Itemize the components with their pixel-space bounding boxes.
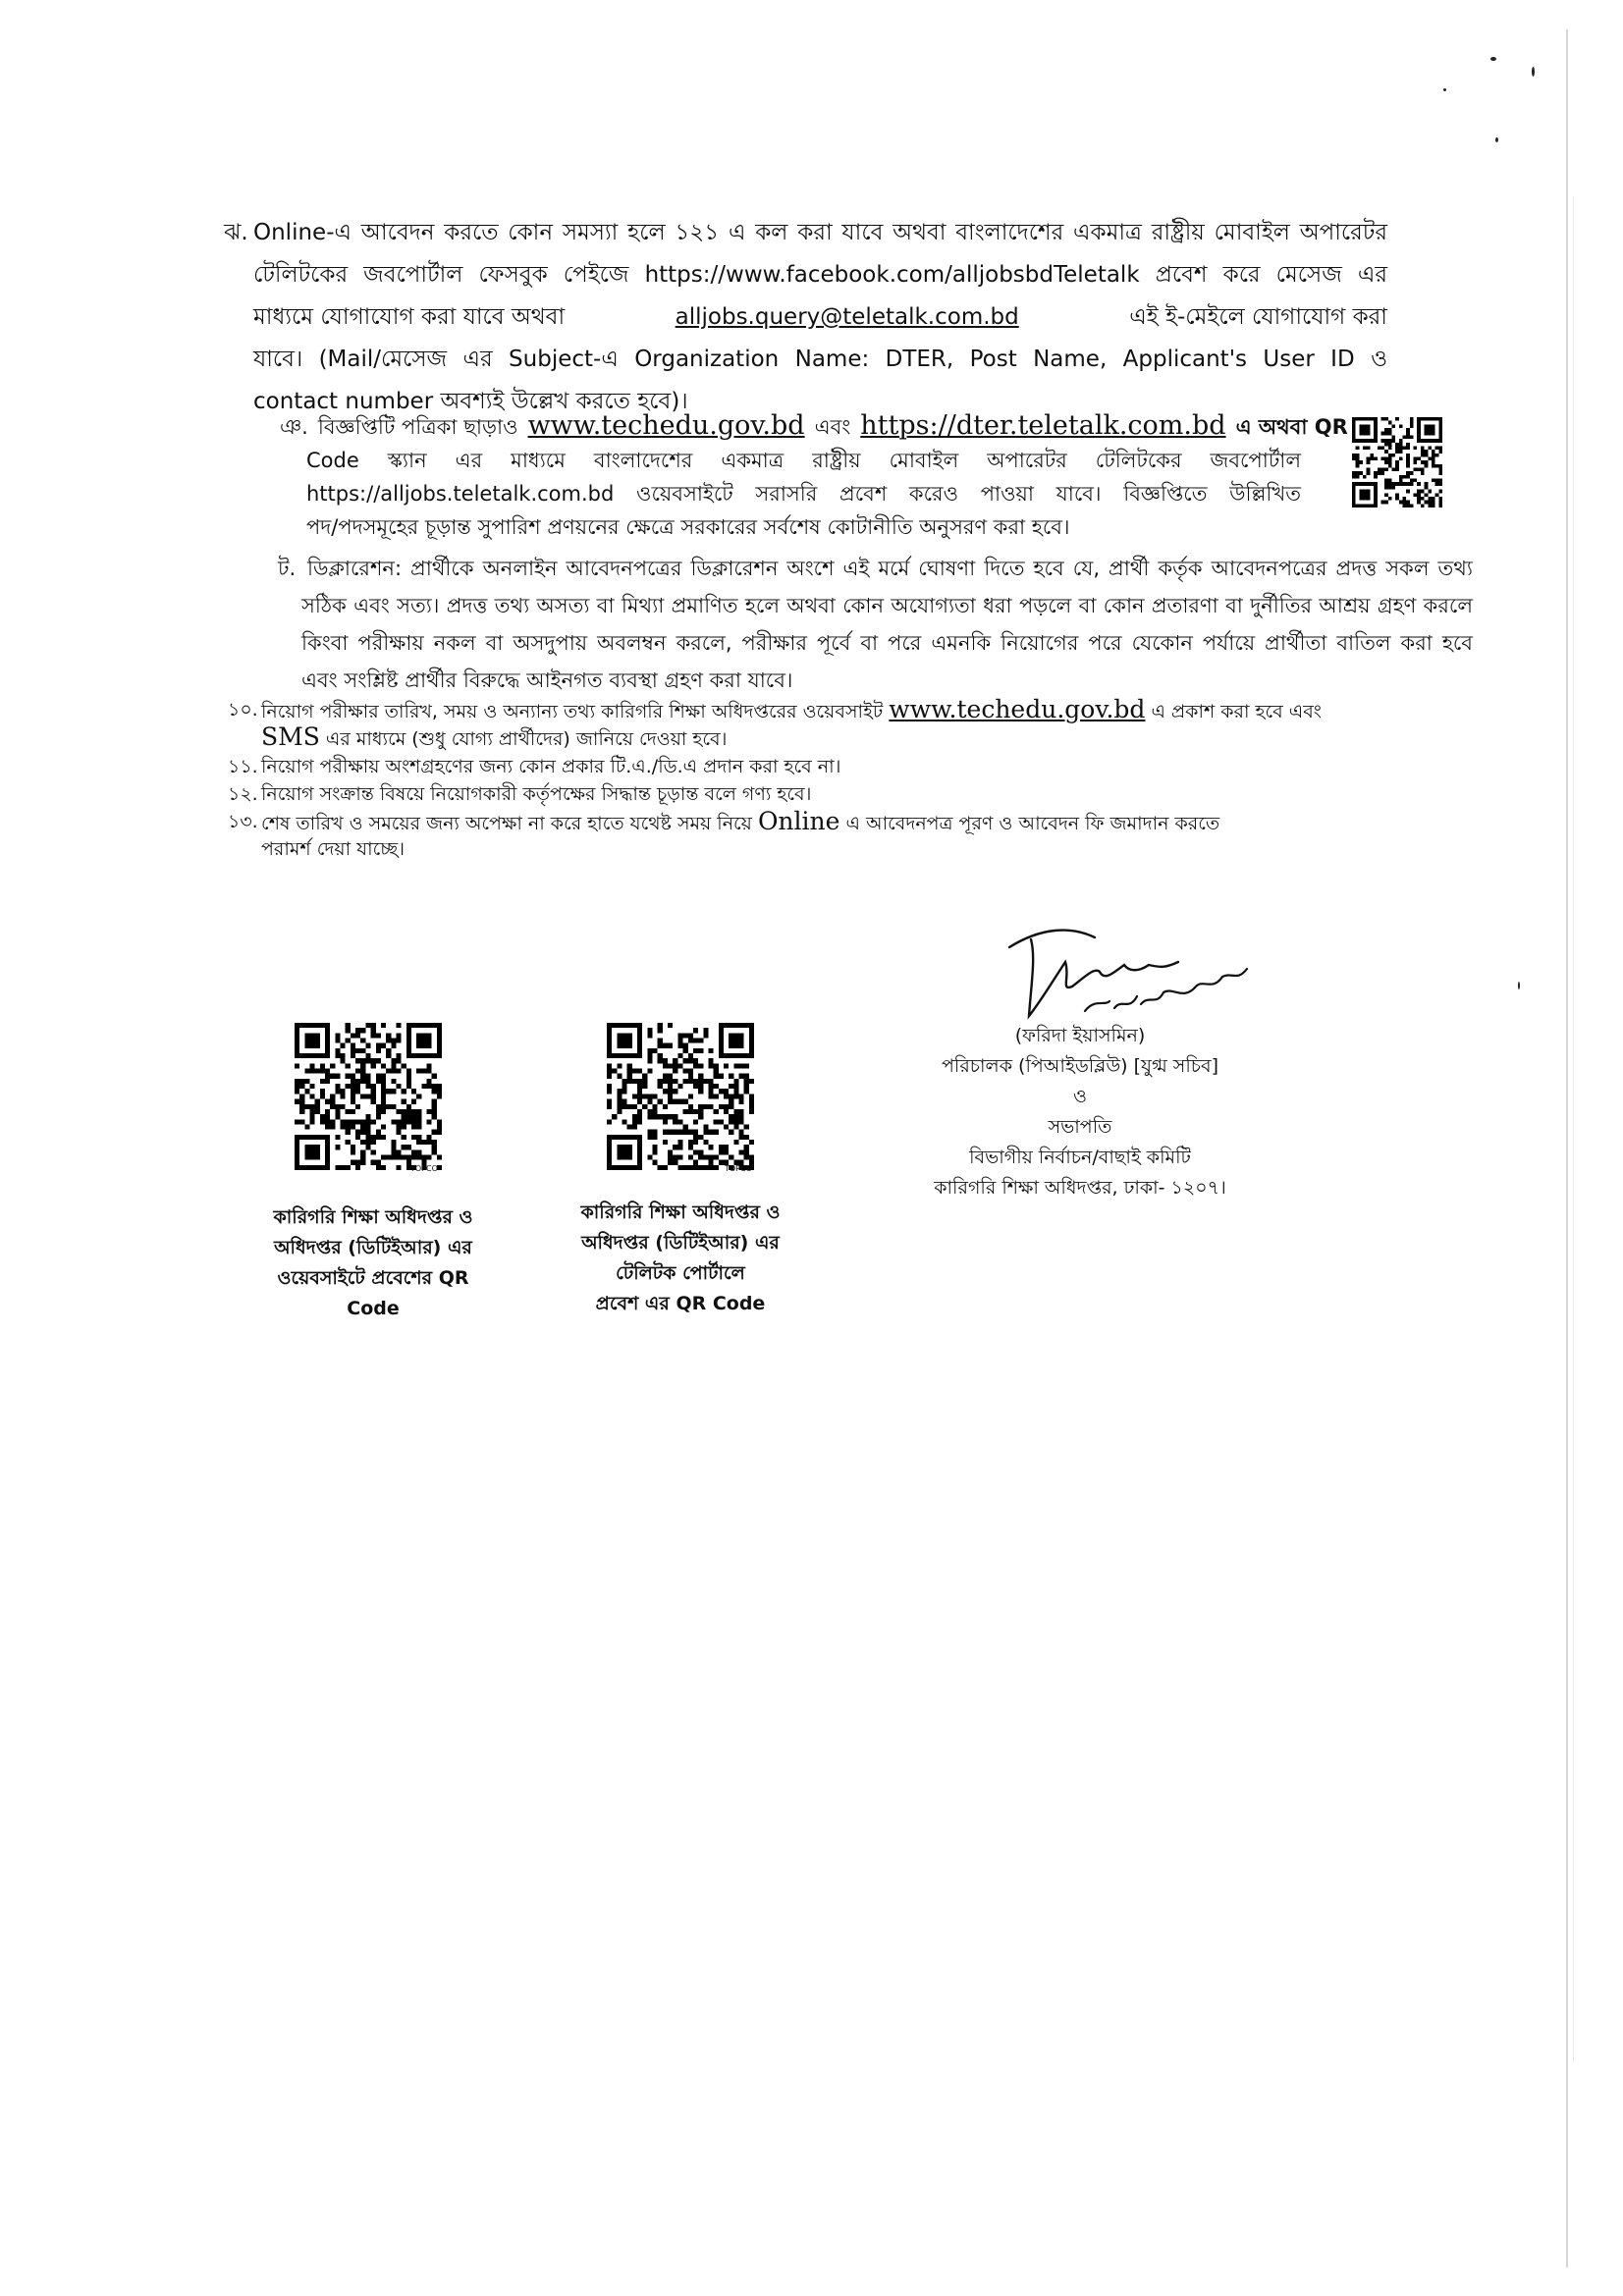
teletalk-portal-qr-code[interactable]	[607, 1023, 754, 1170]
qr-brand-tag: TOPCO	[725, 1164, 752, 1173]
signatory-designation: পরিচালক (পিআইডব্লিউ) [যুগ্ম সচিব]	[942, 1055, 1218, 1077]
signatory-conjunction: ও	[1073, 1086, 1087, 1107]
scan-speck	[1532, 67, 1535, 77]
signatory-committee: বিভাগীয় নির্বাচন/বাছাই কমিটি	[969, 1147, 1191, 1168]
list-item-continuation: SMS এর মাধ্যমে (শুধু যোগ্য প্রার্থীদের) জানিয়ে দেওয়া হবে।	[261, 722, 728, 751]
list-item-continuation: পরামর্শ দেয়া যাচ্ছে।	[261, 838, 405, 860]
paragraph-nya	[280, 409, 1348, 544]
qr-caption-left: কারিগরি শিক্ষা অধিদপ্তর ও অধিদপ্তর (ডিটিইআর) এর ওয়েবসাইটে প্রবেশের QR Code	[273, 1206, 473, 1319]
scan-edge-line	[1566, 29, 1568, 2268]
dter-website-qr-code[interactable]	[295, 1023, 442, 1170]
signature-graphic	[1001, 918, 1257, 1036]
paragraph-line: ঝ. Online-এ আবেদন করতে কোন সমস্যা হলে ১২১ এ কল করা যাবে অথবা বাংলাদেশের একমাত্র রাষ্ট্রীয় মোবাইল অপারেটর	[253, 212, 1387, 254]
paragraph-marker: ট.	[278, 557, 297, 580]
scan-speck	[1518, 982, 1520, 989]
qr-caption-middle: কারিগরি শিক্ষা অধিদপ্তর ও অধিদপ্তর (ডিটিইআর) এর টেলিটক পোর্টালে প্রবেশ এর QR Code	[580, 1201, 781, 1314]
list-item: ১১. নিয়োগ পরীক্ষায় অংশগ্রহণের জন্য কোন প্রকার টি.এ./ডি.এ প্রদান করা হবে না।	[228, 756, 841, 777]
paragraph-line: পদ/পদসমূহের চূড়ান্ত সুপারিশ প্রণয়নের ক্ষেত্রে সরকারের সর্বশেষ কোটানীতি অনুসরণ করা হবে।	[306, 515, 1070, 539]
paragraph-jha	[224, 212, 1387, 423]
paragraph-line: ট. ডিক্লারেশন: প্রার্থীকে অনলাইন আবেদনপত্রের ডিক্লারেশন অংশে এই মর্মে ঘোষণা দিতে হবে যে, প্রার্থী কর্তৃক আবেদনপত্রের প্রদত্ত সকল তথ্য	[280, 550, 1473, 587]
list-item: ১০. নিয়োগ পরীক্ষার তারিখ, সময় ও অন্যান্য তথ্য কারিগরি শিক্ষা অধিদপ্তরের ওয়েবসাইট www.techedu.gov.bd এ প্রকাশ করা হবে এবং	[228, 695, 1322, 723]
paragraph-line: মাধ্যমে যোগাযোগ করা যাবে অথবা alljobs.query@teletalk.com.bd এই ই-মেইলে যোগাযোগ করা	[253, 296, 1387, 339]
paragraph-line: সঠিক এবং সত্য। প্রদত্ত তথ্য অসত্য বা মিথ্যা প্রমাণিত হলে অথবা কোন অযোগ্যতা ধরা পড়লে বা কোন প্রতারণা বা দুর্নীতির আশ্রয় গ্রহণ করলে	[301, 594, 1473, 617]
paragraph-ta	[280, 550, 1473, 699]
list-item: ১৩. শেষ তারিখ ও সময়ের জন্য অপেক্ষা না করে হাতে যথেষ্ট সময় নিয়ে Online এ আবেদনপত্র পূরণ ও আবেদন ফি জমাদান করতে	[228, 807, 1220, 835]
dter-teletalk-link[interactable]: https://dter.teletalk.com.bd	[860, 410, 1226, 441]
qr-code-graphic	[1352, 417, 1442, 507]
scan-speck	[1495, 137, 1498, 142]
paragraph-line: contact number অবশ্যই উল্লেখ করতে হবে)।	[253, 389, 688, 414]
numbered-items	[228, 697, 1386, 862]
scan-speck	[1443, 88, 1446, 91]
signatory-office: কারিগরি শিক্ষা অধিদপ্তর, ঢাকা- ১২০৭।	[934, 1177, 1226, 1199]
techedu-link[interactable]: www.techedu.gov.bd	[889, 695, 1146, 723]
qr-code-graphic	[295, 1023, 442, 1170]
teletalk-qr-code[interactable]	[1352, 417, 1442, 507]
qr-brand-tag: TOPCO	[410, 1164, 438, 1173]
paragraph-line: https://alljobs.teletalk.com.bd ওয়েবসাইটে সরাসরি প্রবেশ করেও পাওয়া যাবে। বিজ্ঞপ্তিতে উল্লিখিত	[306, 482, 1301, 506]
signatory-block	[864, 1021, 1296, 1203]
qr-code-graphic	[607, 1023, 754, 1170]
scan-speck	[1490, 57, 1496, 61]
paragraph-marker: ঝ.	[224, 220, 248, 245]
techedu-link[interactable]: www.techedu.gov.bd	[527, 410, 805, 441]
scan-edge-line	[1573, 196, 1574, 2061]
paragraph-line: যাবে। (Mail/মেসেজ এর Subject-এ Organization Name: DTER, Post Name, Applicant's User ID ও	[253, 347, 1387, 372]
signatory-role: সভাপতি	[1048, 1116, 1112, 1138]
paragraph-marker: ঞ.	[280, 415, 308, 439]
paragraph-line: এবং সংশ্লিষ্ট প্রার্থীর বিরুদ্ধে আইনগত ব্যবস্থা গ্রহণ করা যাবে।	[301, 668, 793, 692]
email-link[interactable]: alljobs.query@teletalk.com.bd	[675, 304, 1019, 330]
list-item: ১২. নিয়োগ সংক্রান্ত বিষয়ে নিয়োগকারী কর্তৃপক্ষের সিদ্ধান্ত চূড়ান্ত বলে গণ্য হবে।	[228, 783, 812, 805]
paragraph-line: কিংবা পরীক্ষায় নকল বা অসদুপায় অবলম্বন করলে, পরীক্ষার পূর্বে বা পরে এমনকি নিয়োগের পরে যেকোন পর্যায়ে প্রার্থীতা বাতিল করা হবে	[301, 631, 1473, 655]
signatory-name: (ফরিদা ইয়াসমিন)	[1014, 1025, 1146, 1046]
paragraph-line: Code স্ক্যান এর মাধ্যমে বাংলাদেশের একমাত্র রাষ্ট্রীয় মোবাইল অপারেটর টেলিটকের জবপোর্টাল	[306, 449, 1301, 472]
paragraph-line: ঞ. বিজ্ঞপ্তিটি পত্রিকা ছাড়াও www.techedu.gov.bd এবং https://dter.teletalk.com.bd এ অথবা QR	[280, 409, 1316, 444]
paragraph-line: টেলিটকের জবপোর্টাল ফেসবুক পেইজে https://www.facebook.com/alljobsbdTeletalk প্রবেশ করে মেসেজ এর	[253, 262, 1387, 288]
handwritten-signature	[1001, 918, 1257, 1036]
